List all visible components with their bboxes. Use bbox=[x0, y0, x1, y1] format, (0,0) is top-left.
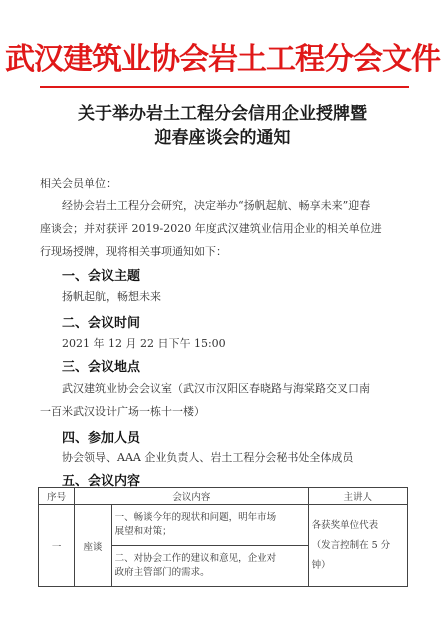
section-theme-heading: 一、会议主题 bbox=[62, 269, 141, 284]
header-divider bbox=[40, 86, 409, 88]
table-header-row bbox=[39, 488, 408, 505]
section-place-line-2: 一百米武汉设计广场一栋十一楼） bbox=[40, 405, 205, 418]
agenda-item-2-line-2: 政府主管部门的需求。 bbox=[114, 567, 210, 578]
intro-line-2: 座谈会；并对获评 2019-2020 年度武汉建筑业信用企业的相关单位进 bbox=[40, 222, 382, 235]
header-content: 会议内容 bbox=[75, 488, 308, 505]
section-theme-text: 扬帆起航，畅想未来 bbox=[62, 290, 161, 303]
agenda-item-1-line-1: 一、畅谈今年的现状和问题，明年市场 bbox=[114, 512, 277, 523]
header-speaker: 主讲人 bbox=[308, 488, 407, 505]
salutation: 相关会员单位： bbox=[40, 177, 117, 190]
agenda-table bbox=[38, 487, 408, 587]
intro-line-1: 经协会岩土工程分会研究，决定举办“扬帆起航、畅享未来”迎春 bbox=[62, 199, 371, 212]
title-line-2: 迎春座谈会的通知 bbox=[154, 128, 291, 148]
section-attendees-heading: 四、参加人员 bbox=[62, 431, 141, 446]
section-time-heading: 二、会议时间 bbox=[62, 316, 141, 331]
speaker-line-2: （发言控制在 5 分 bbox=[311, 539, 391, 551]
document-title bbox=[0, 102, 445, 150]
row-number: 一 bbox=[39, 505, 75, 587]
row-type: 座谈 bbox=[75, 505, 111, 587]
section-attendees-text: 协会领导、AAA 企业负责人、岩土工程分会秘书处全体成员 bbox=[62, 451, 354, 464]
agenda-item-2 bbox=[111, 546, 308, 587]
title-line-1: 关于举办岩土工程分会信用企业授牌暨 bbox=[78, 104, 367, 124]
section-place-heading: 三、会议地点 bbox=[62, 360, 141, 375]
agenda-item-1-line-2: 展望和对策； bbox=[114, 526, 172, 537]
intro-line-3: 行现场授牌，现将相关事项通知如下： bbox=[40, 245, 227, 258]
section-place-line-1: 武汉建筑业协会会议室（武汉市汉阳区春晓路与海棠路交叉口南 bbox=[62, 382, 370, 395]
header-no: 序号 bbox=[39, 488, 75, 505]
section-time-text: 2021 年 12 月 22 日下午 15:00 bbox=[62, 337, 226, 350]
table-row bbox=[39, 505, 408, 546]
agenda-item-1 bbox=[111, 505, 308, 546]
section-content-heading: 五、会议内容 bbox=[62, 474, 141, 489]
org-header: 武汉建筑业协会岩土工程分会文件 bbox=[5, 42, 440, 77]
speaker-cell bbox=[308, 505, 407, 587]
agenda-item-2-line-1: 二、对协会工作的建议和意见，企业对 bbox=[114, 553, 277, 564]
speaker-line-3: 钟） bbox=[311, 559, 331, 571]
speaker-line-1: 各获奖单位代表 bbox=[311, 519, 379, 531]
